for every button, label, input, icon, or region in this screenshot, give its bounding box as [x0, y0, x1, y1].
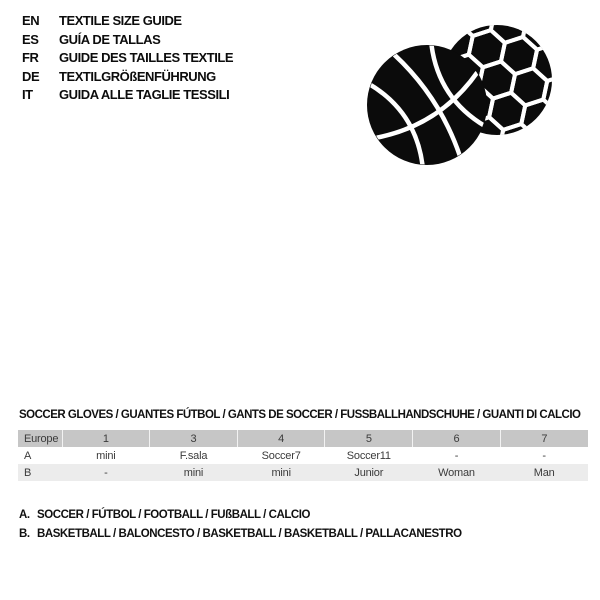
table-cell: -: [454, 449, 459, 462]
footnote-letter: A.: [19, 509, 30, 521]
language-code: DE: [22, 68, 40, 84]
row-label: B: [24, 466, 32, 479]
table-cell: mini: [271, 466, 291, 479]
table-header-size: 4: [237, 430, 325, 447]
language-label: TEXTILE SIZE GUIDE: [59, 13, 182, 28]
table-cell: mini: [183, 466, 204, 479]
row-label: A: [24, 449, 32, 462]
table-header-region: Europe: [24, 432, 59, 445]
table-cell: -: [542, 449, 546, 462]
table-cell: Woman: [438, 466, 475, 479]
table-cell: mini: [96, 449, 116, 462]
footnote-text: BASKETBALL / BALONCESTO / BASKETBALL / BASKETBALL / PALLACANESTRO: [37, 528, 462, 540]
language-row-de: [22, 68, 233, 87]
language-row-en: [22, 12, 233, 31]
table-header-size: 6: [413, 430, 501, 447]
table-header-size: 1: [62, 430, 150, 447]
language-label: GUIDE DES TAILLES TEXTILE: [59, 50, 234, 66]
table-row-b: [18, 464, 588, 481]
language-code: IT: [22, 87, 33, 103]
language-code: EN: [22, 13, 40, 28]
language-code: ES: [22, 31, 39, 47]
footnote-letter: B.: [19, 528, 30, 540]
table-cell: Soccer11: [346, 449, 391, 462]
footnote-text: SOCCER / FÚTBOL / FOOTBALL / FUßBALL / CALCIO: [37, 509, 310, 521]
language-list: [22, 12, 233, 105]
language-row-es: [22, 31, 233, 50]
language-label: TEXTILGRÖßENFÜHRUNG: [59, 68, 216, 84]
language-label: GUÍA DE TALLAS: [59, 31, 161, 47]
footnotes: [19, 506, 462, 544]
footnote-b: [19, 525, 462, 544]
table-cell: Man: [533, 466, 555, 479]
table-row-a: [18, 447, 588, 464]
table-header-size: 3: [150, 430, 238, 447]
language-row-fr: [22, 49, 233, 68]
table-cell: -: [104, 466, 108, 479]
table-cell: Junior: [354, 466, 384, 479]
table-header-size: 5: [325, 430, 413, 447]
table-cell: Soccer7: [261, 449, 301, 462]
footnote-a: [19, 506, 462, 525]
table-title: SOCCER GLOVES / GUANTES FÚTBOL / GANTS DE SOCCER / FUSSBALLHANDSCHUHE / GUANTI DI CALCIO: [19, 409, 581, 421]
language-label: GUIDA ALLE TAGLIE TESSILI: [59, 87, 230, 103]
table-header-row: [18, 430, 588, 447]
language-row-it: [22, 86, 233, 105]
basketball-and-soccerball-icon: [363, 8, 563, 183]
language-code: FR: [22, 50, 39, 66]
table-cell: F.sala: [179, 449, 208, 462]
size-table: [18, 430, 588, 481]
table-header-size: 7: [500, 430, 588, 447]
